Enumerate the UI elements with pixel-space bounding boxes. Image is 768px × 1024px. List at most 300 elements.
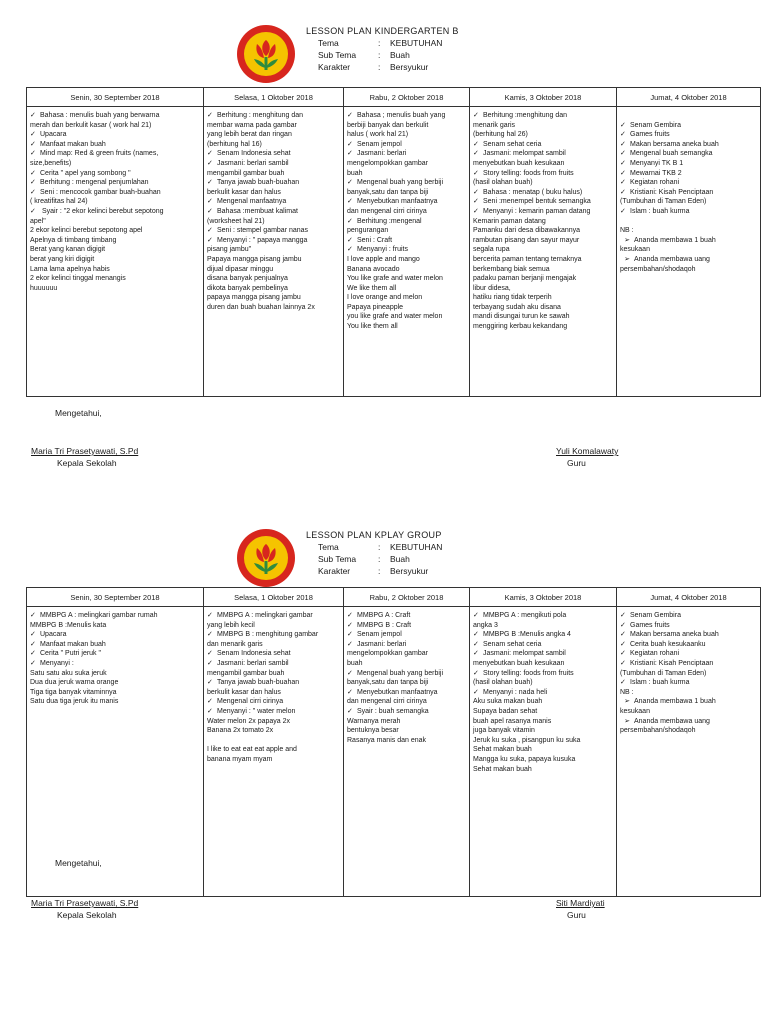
activity-text: dan mengenal cirri cirinya (347, 698, 427, 706)
activity-text: libur didesa, (473, 284, 511, 292)
activity-text: Jasmani: berlari (357, 150, 407, 158)
check-icon: ✓ (207, 650, 213, 658)
activity-text: Senam sehat ceria (483, 640, 542, 648)
activity-item (473, 765, 614, 775)
page-title: LESSON PLAN KPLAY GROUP (306, 530, 442, 540)
activity-item (30, 621, 201, 631)
check-icon: ✓ (347, 688, 353, 696)
day-cell-monday (27, 107, 204, 397)
check-icon: ✓ (620, 612, 626, 619)
activity-item (620, 121, 758, 131)
activity-item (620, 630, 758, 640)
activity-text: Ananda membawa 1 buah (634, 236, 716, 244)
activity-item (207, 226, 341, 236)
activity-text: Manfaat makan buah (40, 640, 106, 648)
activity-text: 2 ekor kelinci tinggal menangis (30, 275, 126, 283)
activity-item (347, 140, 467, 150)
activity-item (620, 640, 758, 650)
activity-item (30, 207, 201, 217)
activity-text: Menyanyi : (40, 659, 74, 667)
activity-item (207, 293, 341, 303)
activity-item (473, 284, 614, 294)
activity-text: Games fruits (630, 131, 670, 139)
activity-item (30, 217, 201, 227)
teacher-role: Guru (567, 458, 586, 468)
activity-item (620, 207, 758, 217)
activity-item (473, 621, 614, 631)
meta-row-karakter (318, 62, 442, 74)
activity-item (30, 226, 201, 236)
activity-text: mengambil gambar buah (207, 169, 285, 177)
meta-value: Buah (390, 554, 410, 564)
activity-text: Menyanyi : kemarin paman datang (483, 207, 591, 215)
activity-text: MMBPG A : melingkari gambar (217, 612, 313, 619)
activity-text: berkembang biak semua (473, 265, 550, 273)
activity-item (347, 159, 467, 169)
activity-text: Mengenal manfaatnya (217, 198, 287, 206)
activity-text: Kegiatan rohani (630, 650, 680, 658)
activity-item (473, 207, 614, 217)
check-icon: ✓ (30, 150, 36, 158)
activity-text: Games fruits (630, 621, 670, 629)
check-icon: ✓ (620, 659, 626, 667)
activity-text: Mengenal buah semangka (630, 150, 713, 158)
activity-text: You like grafe and water melon (347, 275, 443, 283)
activity-item (620, 717, 758, 727)
meta-key: Sub Tema (318, 50, 357, 60)
activity-text: dijual dipasar minggu (207, 265, 274, 273)
day-cell-wednesday (344, 607, 470, 897)
activity-item (473, 293, 614, 303)
check-icon: ✓ (620, 621, 626, 629)
activity-item (473, 640, 614, 650)
activity-item (347, 265, 467, 275)
activity-text: Jasmani: melompat sambil (483, 150, 566, 158)
check-icon: ✓ (347, 612, 353, 619)
activity-text: merah dan berkulit kasar ( work hal 21) (30, 121, 152, 129)
activity-item (347, 236, 467, 246)
teacher-role: Guru (567, 910, 586, 920)
activity-item (30, 274, 201, 284)
check-icon: ✓ (30, 207, 36, 215)
activity-item (620, 649, 758, 659)
activity-item (207, 130, 341, 140)
activity-text: disana banyak penjualnya (207, 275, 288, 283)
check-icon: ✓ (620, 679, 626, 687)
meta-value: Bersyukur (390, 566, 429, 576)
activity-text: mandi disungai turun ke sawah (473, 313, 570, 321)
activity-text: bercerita paman tentang ternaknya (473, 255, 582, 263)
activity-text: Senam Indonesia sehat (217, 150, 291, 158)
blank-line (207, 736, 341, 746)
activity-item (347, 736, 467, 746)
activity-item (347, 149, 467, 159)
activity-item (473, 255, 614, 265)
arrow-bullet-icon: ➢ (624, 717, 630, 725)
activity-text: Warnanya merah (347, 717, 401, 725)
check-icon: ✓ (347, 246, 353, 254)
activity-item (207, 149, 341, 159)
meta-colon: : (378, 38, 381, 48)
check-icon: ✓ (473, 669, 479, 677)
activity-text: halus ( work hal 21) (347, 131, 409, 139)
activity-item (473, 745, 614, 755)
activity-list (207, 611, 341, 765)
activity-text: Menyanyi TK B 1 (630, 159, 684, 167)
activity-text: dan mengenal cirri cirinya (347, 207, 427, 215)
activity-text: Dua dua jeruk warna orange (30, 679, 119, 687)
check-icon: ✓ (30, 169, 36, 177)
check-icon: ✓ (30, 188, 36, 196)
principal-name: Maria Tri Prasetyawati, S.Pd (31, 898, 139, 908)
activity-text: Bahasa : menatap ( buku halus) (483, 188, 583, 196)
check-icon: ✓ (207, 707, 213, 715)
activity-text: Ananda membawa uang (634, 255, 710, 263)
weekly-plan-table (26, 587, 761, 897)
activity-text: NB : (620, 227, 634, 235)
activity-item (473, 726, 614, 736)
check-icon: ✓ (473, 207, 479, 215)
activity-text: Menyanyi : nada heli (483, 688, 548, 696)
meta-key: Karakter (318, 62, 351, 72)
activity-text: banyak,satu dan tanpa biji (347, 679, 429, 687)
activity-item (207, 140, 341, 150)
activity-item (473, 159, 614, 169)
activity-item (473, 630, 614, 640)
activity-item (347, 284, 467, 294)
activity-text: papaya mangga pisang jambu (207, 294, 301, 302)
meta-colon: : (378, 50, 381, 60)
activity-text: Banana avocado (347, 265, 400, 273)
activity-text: segala rupa (473, 246, 510, 254)
activity-item (207, 659, 341, 669)
day-cell-thursday (470, 107, 617, 397)
activity-text: kesukaan (620, 707, 650, 715)
activity-text: (berhitung hal 26) (473, 131, 528, 139)
check-icon: ✓ (207, 207, 213, 215)
check-icon: ✓ (473, 169, 479, 177)
activity-text: Menyebutkan manfaatnya (357, 688, 438, 696)
activity-item (30, 178, 201, 188)
check-icon: ✓ (207, 612, 213, 619)
activity-text: MMBPG A : mengikuti pola (483, 612, 567, 619)
activity-item (620, 688, 758, 698)
day-header-wednesday: Rabu, 2 Oktober 2018 (344, 588, 470, 607)
activity-item (620, 726, 758, 736)
activity-item (473, 217, 614, 227)
activity-text: pengurangan (347, 227, 389, 235)
table-header-row (27, 88, 761, 107)
day-cell-wednesday (344, 107, 470, 397)
activity-text: Banana 2x tomato 2x (207, 727, 274, 735)
activity-item (30, 111, 201, 121)
activity-text: Seni : stempel gambar nanas (217, 227, 309, 235)
activity-text: mengelompokkan gambar (347, 159, 428, 167)
activity-item (473, 236, 614, 246)
activity-text: Jasmani: berlari (357, 640, 407, 648)
check-icon: ✓ (347, 640, 353, 648)
acknowledged-label: Mengetahui, (55, 408, 102, 418)
activity-text: persembahan/shodaqoh (620, 727, 696, 735)
activity-text: Seni : mencocok gambar buah-buahan (40, 188, 161, 196)
activity-text: Story telling: foods from fruits (483, 669, 574, 677)
arrow-bullet-icon: ➢ (624, 236, 630, 244)
activity-item (347, 630, 467, 640)
activity-item (30, 140, 201, 150)
check-icon: ✓ (620, 169, 626, 177)
activity-text: Mind map: Red & green fruits (names, (40, 150, 159, 158)
activity-text: Syair : buah semangka (357, 707, 429, 715)
activity-text: Story telling: foods from fruits (483, 169, 574, 177)
activity-text: Bahasa :membuat kalimat (217, 207, 298, 215)
activity-text: Menyanyi : " papaya mangga (217, 236, 308, 244)
activity-item (620, 621, 758, 631)
activity-item (207, 188, 341, 198)
activity-text: MMBPG A : Craft (357, 612, 411, 619)
activity-item (30, 121, 201, 131)
activity-item (620, 669, 758, 679)
activity-text: I love orange and melon (347, 294, 423, 302)
check-icon: ✓ (473, 140, 479, 148)
blank-line (620, 111, 758, 121)
activity-text: Kemarin paman datang (473, 217, 546, 225)
activity-item (207, 121, 341, 131)
day-cell-friday (617, 607, 761, 897)
check-icon: ✓ (347, 140, 353, 148)
activity-list (620, 111, 758, 274)
activity-text: (Tumbuhan di Taman Eden) (620, 669, 707, 677)
activity-item (620, 130, 758, 140)
activity-item (473, 111, 614, 121)
check-icon: ✓ (347, 198, 353, 206)
check-icon: ✓ (207, 159, 213, 167)
activity-item (30, 188, 201, 198)
activity-item (473, 678, 614, 688)
activity-item (473, 649, 614, 659)
meta-key: Karakter (318, 566, 351, 576)
activity-item (620, 149, 758, 159)
activity-item (473, 169, 614, 179)
activity-item (473, 669, 614, 679)
activity-text: (Tumbuhan di Taman Eden) (620, 198, 707, 206)
activity-text: Mengenal buah yang berbiji (357, 179, 444, 187)
activity-text: menarik garis (473, 121, 516, 129)
check-icon: ✓ (473, 688, 479, 696)
blank-line (620, 217, 758, 227)
activity-text: dan menarik garis (207, 640, 263, 648)
activity-item (473, 322, 614, 332)
activity-text: MMBPG B :Menulis angka 4 (483, 631, 571, 639)
meta-row-tema (318, 38, 442, 50)
check-icon: ✓ (620, 131, 626, 139)
activity-text: mengelompokkan gambar (347, 650, 428, 658)
check-icon: ✓ (207, 698, 213, 706)
activity-item (207, 688, 341, 698)
activity-text: Tanya jawab buah-buahan (217, 179, 300, 187)
check-icon: ✓ (473, 612, 479, 619)
day-header-monday: Senin, 30 September 2018 (27, 588, 204, 607)
check-icon: ✓ (30, 631, 36, 639)
activity-item (347, 245, 467, 255)
activity-list (473, 611, 614, 774)
check-icon: ✓ (30, 140, 36, 148)
activity-list (473, 111, 614, 332)
activity-text: Apelnya di timbang timbang (30, 236, 117, 244)
check-icon: ✓ (347, 217, 353, 225)
activity-item (30, 697, 201, 707)
activity-item (207, 669, 341, 679)
activity-text: (berhitung hal 16) (207, 140, 262, 148)
activity-item (347, 312, 467, 322)
activity-text: Water melon 2x papaya 2x (207, 717, 291, 725)
arrow-bullet-icon: ➢ (624, 698, 630, 706)
activity-text: Papaya pineapple (347, 303, 404, 311)
check-icon: ✓ (30, 612, 36, 619)
meta-row-sub-tema (318, 554, 442, 566)
activity-item (347, 255, 467, 265)
activity-item (473, 130, 614, 140)
activity-item (473, 688, 614, 698)
activity-item (30, 688, 201, 698)
activity-text: Jasmani: melompat sambil (483, 650, 566, 658)
activity-list (30, 111, 201, 293)
weekly-plan-table (26, 87, 761, 397)
check-icon: ✓ (30, 112, 36, 119)
activity-item (347, 178, 467, 188)
activity-item (473, 178, 614, 188)
activity-text: Berat yang kanan digigit (30, 246, 106, 254)
activity-item (30, 265, 201, 275)
activity-item (207, 217, 341, 227)
meta-value: Buah (390, 50, 410, 60)
day-header-friday: Jumat, 4 Oktober 2018 (617, 88, 761, 107)
activity-text: Seni :menempel bentuk semangka (483, 198, 591, 206)
activity-text: (worksheet hal 21) (207, 217, 265, 225)
activity-item (207, 707, 341, 717)
day-cell-tuesday (204, 607, 344, 897)
activity-item (347, 169, 467, 179)
activity-text: membar warna pada gambar (207, 121, 297, 129)
day-header-wednesday: Rabu, 2 Oktober 2018 (344, 88, 470, 107)
activity-item (207, 207, 341, 217)
day-cell-monday (27, 607, 204, 897)
activity-item (207, 111, 341, 121)
activity-text: ( kreatifitas hal 24) (30, 198, 88, 206)
school-logo (236, 24, 296, 84)
principal-name: Maria Tri Prasetyawati, S.Pd (31, 446, 139, 456)
activity-text: (hasil olahan buah) (473, 179, 533, 187)
check-icon: ✓ (347, 150, 353, 158)
check-icon: ✓ (347, 621, 353, 629)
activity-item (207, 284, 341, 294)
activity-text: Sehat makan buah (473, 746, 532, 754)
day-header-monday: Senin, 30 September 2018 (27, 88, 204, 107)
activity-item (347, 226, 467, 236)
activity-text: Jeruk ku suka , pisangpun ku suka (473, 736, 581, 744)
check-icon: ✓ (207, 631, 213, 639)
meta-colon: : (378, 542, 381, 552)
check-icon: ✓ (473, 112, 479, 119)
activity-item (30, 284, 201, 294)
activity-text: Berhitung : mengenal penjumlahan (40, 179, 149, 187)
activity-text: menggiring kerbau kekandang (473, 323, 568, 331)
activity-text: apel" (30, 217, 46, 225)
activity-text: padaku paman berjanji mengajak (473, 275, 577, 283)
activity-text: Berhitung :mengenal (357, 217, 422, 225)
activity-item (347, 293, 467, 303)
activity-item (473, 226, 614, 236)
activity-item (347, 678, 467, 688)
activity-text: Mengenal cirri cirinya (217, 698, 284, 706)
activity-item (620, 707, 758, 717)
teacher-name: Siti Mardiyati (556, 898, 605, 908)
check-icon: ✓ (30, 650, 36, 658)
activity-text: Senam jempol (357, 140, 402, 148)
check-icon: ✓ (30, 179, 36, 187)
acknowledged-label: Mengetahui, (55, 858, 102, 868)
activity-item (347, 303, 467, 313)
activity-item (207, 178, 341, 188)
activity-text: Pamanku dari desa dibawakannya (473, 227, 581, 235)
activity-text: I love apple and mango (347, 255, 420, 263)
activity-text: Menyanyi : " water melon (217, 707, 296, 715)
activity-item (30, 659, 201, 669)
activity-item (30, 197, 201, 207)
activity-item (620, 169, 758, 179)
activity-text: Senam Gembira (630, 121, 681, 129)
activity-text: Makan bersama aneka buah (630, 631, 719, 639)
activity-text: you like grafe and water melon (347, 313, 443, 321)
check-icon: ✓ (347, 179, 353, 187)
activity-item (473, 611, 614, 621)
activity-item (207, 274, 341, 284)
activity-item (347, 640, 467, 650)
activity-text: We like them all (347, 284, 397, 292)
check-icon: ✓ (30, 131, 36, 139)
activity-text: Mangga ku suka, papaya kusuka (473, 755, 576, 763)
activity-text: Tanya jawab buah-buahan (217, 679, 300, 687)
activity-item (473, 197, 614, 207)
activity-text: Makan bersama aneka buah (630, 140, 719, 148)
activity-item (620, 178, 758, 188)
activity-item (347, 611, 467, 621)
activity-item (347, 322, 467, 332)
table-header-row (27, 588, 761, 607)
activity-item (207, 678, 341, 688)
activity-item (473, 274, 614, 284)
activity-text: berat yang kiri digigit (30, 255, 95, 263)
activity-item (207, 621, 341, 631)
activity-item (207, 640, 341, 650)
arrow-bullet-icon: ➢ (624, 255, 630, 263)
activity-text: Senam Indonesia sehat (217, 650, 291, 658)
check-icon: ✓ (620, 640, 626, 648)
activity-item (30, 255, 201, 265)
activity-text: NB : (620, 688, 634, 696)
activity-text: banyak,satu dan tanpa biji (347, 188, 429, 196)
activity-text: Islam : buah kurma (630, 679, 690, 687)
activity-text: Jasmani: berlari sambil (217, 159, 289, 167)
activity-text: hatiku riang tidak terperih (473, 294, 552, 302)
activity-item (347, 130, 467, 140)
activity-text: Kristiani: Kisah Penciptaan (630, 659, 714, 667)
activity-item (30, 678, 201, 688)
activity-item (207, 265, 341, 275)
activity-list (347, 111, 467, 332)
activity-item (30, 169, 201, 179)
activity-text: Upacara (40, 131, 67, 139)
activity-text: Islam : buah kurma (630, 207, 690, 215)
